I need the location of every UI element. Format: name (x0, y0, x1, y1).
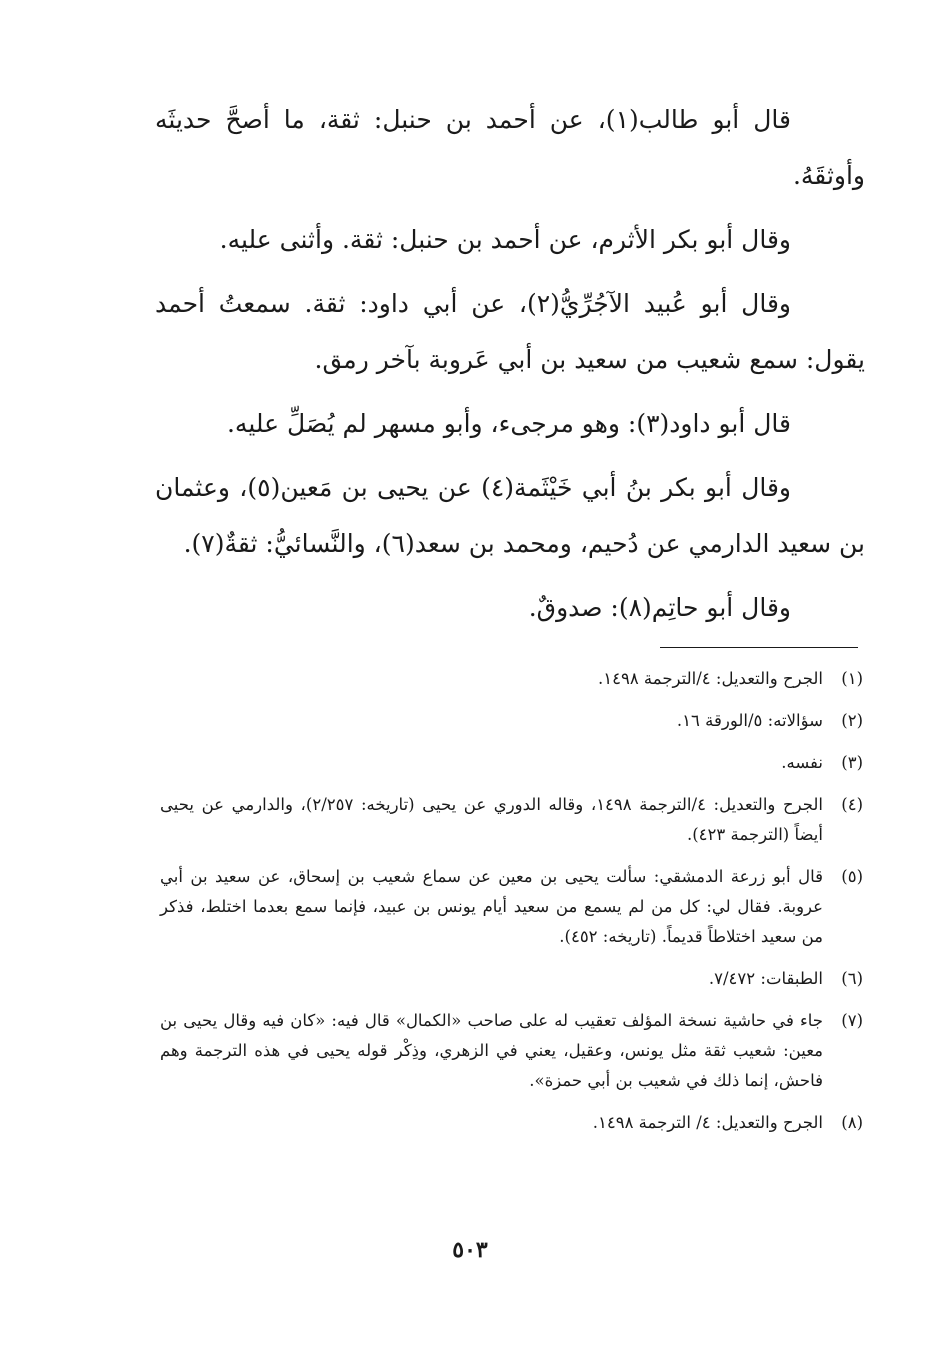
footnote-number: (٢) (841, 711, 863, 730)
footnote-text: الجرح والتعديل: ٤/ الترجمة ١٤٩٨. (592, 1113, 823, 1132)
footnote-2 (160, 706, 863, 736)
footnote-6 (160, 964, 863, 994)
paragraph-abu-talib: قال أبو طالب(١)، عن أحمد بن حنبل: ثقة، ما أصحَّ حديثَه وأوثقَهُ. (155, 105, 865, 190)
main-text (155, 92, 865, 644)
paragraph-abu-bakr: وقال أبو بكر بنُ أبي خَيْثَمة(٤) عن يحيى بن مَعين(٥)، وعثمان بن سعيد الدارمي عن دُحيم، ومحمد بن سعد(٦)، والنَّسائيُّ: ثقةٌ(٧). (155, 473, 865, 558)
footnote-1 (160, 664, 863, 694)
footnote-5 (160, 862, 863, 952)
footnote-7 (160, 1006, 863, 1096)
footnote-number: (٨) (841, 1113, 863, 1132)
footnote-text: جاء في حاشية نسخة المؤلف تعقيب له على صاحب «الكمال» قال فيه: «كان فيه وقال يحيى بن معين: شعيب ثقة مثل يونس، وعقيل، يعني في الزهري، وذِكْر قوله يحيى في هذه الترجمة وهم فاحش، إنما ذلك في شعيب بن أبي حمزة». (160, 1011, 823, 1090)
footnote-text: نفسه. (781, 753, 823, 772)
footnotes (160, 664, 863, 1150)
footnote-text: الجرح والتعديل: ٤/الترجمة ١٤٩٨، وقاله الدوري عن يحيى (تاريخه: ٢/٢٥٧)، والدارمي عن يحيى أيضاً (الترجمة ٤٢٣). (160, 795, 823, 844)
footnote-3 (160, 748, 863, 778)
footnote-text: سؤالاته: ٥/الورقة ١٦. (676, 711, 823, 730)
paragraph-abu-hatim: وقال أبو حاتِم(٨): صدوقٌ. (528, 593, 791, 622)
footnote-number: (٤) (841, 795, 863, 814)
footnote-text: الجرح والتعديل: ٤/الترجمة ١٤٩٨. (597, 669, 823, 688)
footnote-number: (٦) (841, 969, 863, 988)
page-number: ٥٠٣ (452, 1237, 488, 1263)
footnote-text: قال أبو زرعة الدمشقي: سألت يحيى بن معين عن سماع شعيب بن إسحاق، عن سعيد بن أبي عروبة. فقال لي: كل من لم يسمع من سعيد أيام يونس بن عبيد، فإنما سمع بعدما اختلط، فذكر من سعيد اختلاطاً قديماً. (تاريخه: ٤٥٢). (160, 867, 823, 946)
footnote-number: (٣) (841, 753, 863, 772)
paragraph-athram: وقال أبو بكر الأثرم، عن أحمد بن حنبل: ثقة. وأثنى عليه. (219, 225, 791, 254)
footnote-8 (160, 1108, 863, 1138)
footnote-number: (٧) (841, 1011, 863, 1030)
footnote-text: الطبقات: ٧/٤٧٢. (708, 969, 823, 988)
footnote-4 (160, 790, 863, 850)
paragraph-abu-dawud: قال أبو داود(٣): وهو مرجىء، وأبو مسهر لم يُصَلِّ عليه. (226, 409, 791, 438)
paragraph-ajurri: وقال أبو عُبيد الآجُرِّيُّ(٢)، عن أبي داود: ثقة. سمعتُ أحمد يقول: سمع شعيب من سعيد بن أبي عَروبة بآخر رمق. (155, 289, 865, 374)
footnote-number: (٥) (841, 867, 863, 886)
footnote-separator (660, 647, 858, 648)
footnote-number: (١) (841, 669, 863, 688)
